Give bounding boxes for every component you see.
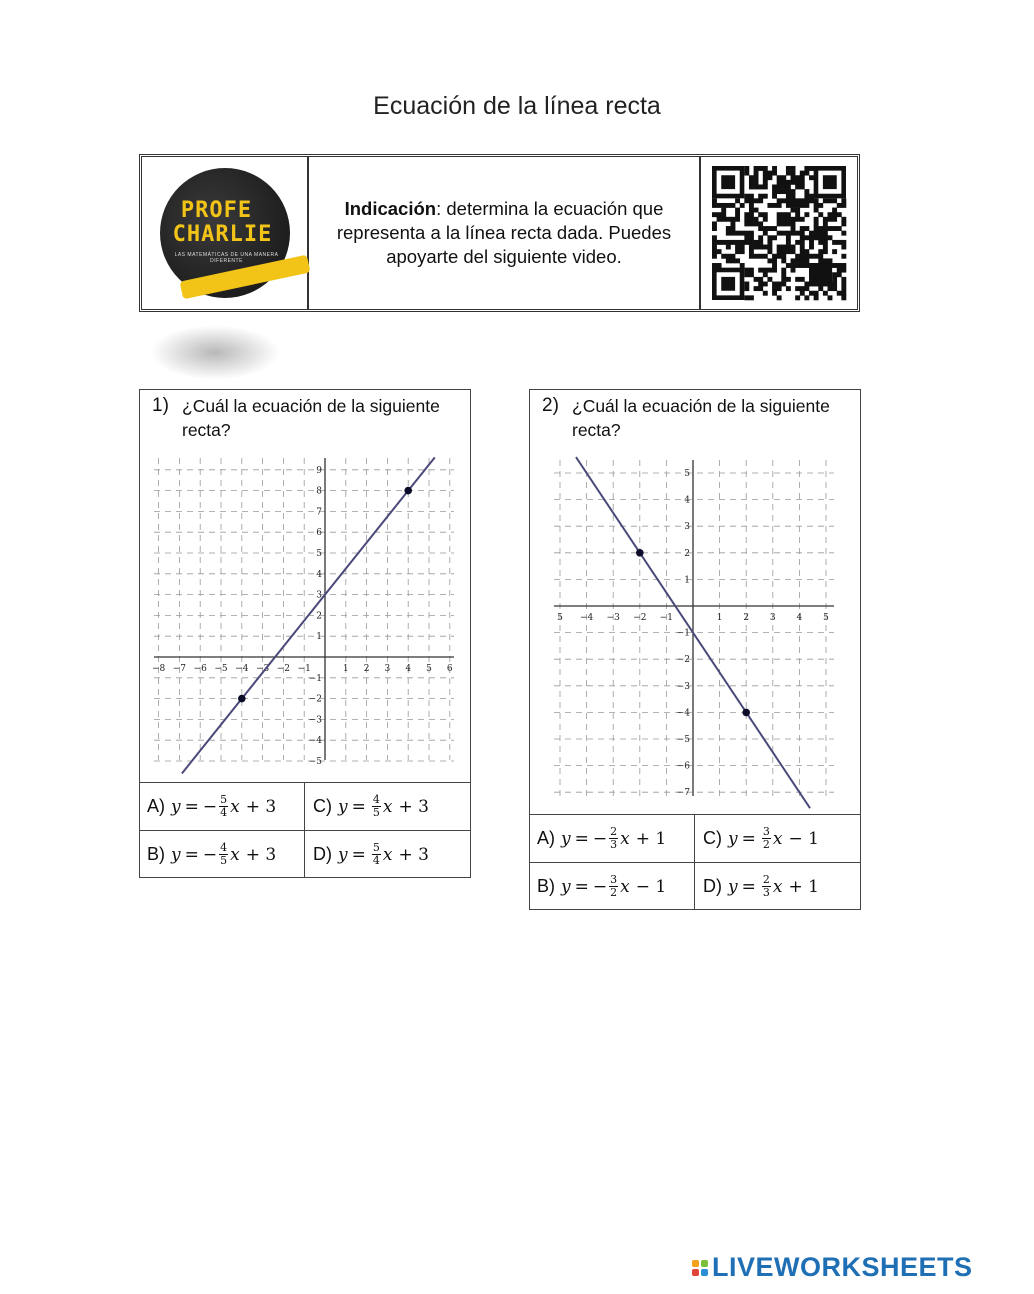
option-equation: y = $\frac{2}{3}$ x + 1 xyxy=(728,873,819,899)
y-tick-label: −1 xyxy=(676,628,690,639)
y-tick-label: 8 xyxy=(316,486,322,497)
x-tick-label: 2 xyxy=(743,613,750,623)
x-tick-label: 5 xyxy=(557,613,563,623)
liveworksheets-brand[interactable] xyxy=(692,1252,973,1283)
x-tick-label: 1 xyxy=(342,664,349,674)
option-equation: y = $\frac{4}{5}$ x + 3 xyxy=(338,793,429,819)
decorative-shadow xyxy=(150,325,280,380)
y-tick-label: 1 xyxy=(316,632,322,643)
logo-tagline: LAS MATEMÁTICAS DE UNA MANERA DIFERENTE xyxy=(174,252,279,264)
x-tick-label: 2 xyxy=(363,664,370,674)
y-tick-label: 4 xyxy=(316,569,322,580)
x-tick-label: 5 xyxy=(823,613,829,623)
option-equation: y = $\frac{3}{2}$ x − 1 xyxy=(728,825,819,851)
x-tick-label: 6 xyxy=(446,664,453,674)
y-tick-label: −4 xyxy=(676,708,690,719)
y-tick-label: −2 xyxy=(676,655,690,666)
options-row xyxy=(139,783,471,831)
profe-charlie-logo xyxy=(160,168,290,298)
fraction: $\frac{5}{4}$ xyxy=(372,841,380,867)
y-tick-label: 4 xyxy=(684,495,690,506)
y-tick-label: 5 xyxy=(684,469,690,479)
y-tick-label: 3 xyxy=(684,522,690,533)
data-point xyxy=(636,549,644,557)
fraction: $\frac{2}{3}$ xyxy=(610,825,618,851)
x-tick-label: −4 xyxy=(579,613,594,623)
x-tick-label: −2 xyxy=(276,664,291,674)
x-tick-label: 3 xyxy=(769,613,776,623)
x-tick-label: −1 xyxy=(297,664,311,674)
y-tick-label: −6 xyxy=(676,761,690,772)
logo-square xyxy=(701,1269,708,1276)
y-tick-label: 6 xyxy=(316,528,322,539)
option-d[interactable] xyxy=(695,863,861,910)
graph-2 xyxy=(554,460,834,799)
y-tick-label: −1 xyxy=(308,673,322,684)
option-a[interactable] xyxy=(529,815,695,862)
logo-line1: PROFE xyxy=(180,198,253,223)
fraction: $\frac{3}{2}$ xyxy=(610,873,618,899)
options-row xyxy=(139,831,471,878)
x-tick-label: −8 xyxy=(151,664,166,674)
y-tick-label: −5 xyxy=(676,735,690,745)
x-tick-label: −7 xyxy=(172,664,187,674)
question-1-number: 1) xyxy=(152,395,169,416)
graph-1 xyxy=(151,458,454,767)
header-table xyxy=(139,154,860,312)
option-equation: y = − $\frac{5}{4}$ x + 3 xyxy=(171,793,277,819)
options-row xyxy=(529,815,861,863)
option-label: D) xyxy=(313,844,332,864)
question-2-options xyxy=(529,814,861,910)
option-label: C) xyxy=(313,796,332,816)
x-tick-label: −1 xyxy=(659,613,674,623)
x-tick-label: −3 xyxy=(255,664,270,674)
x-tick-label: −3 xyxy=(606,613,620,623)
option-c[interactable] xyxy=(305,783,471,830)
logo-square xyxy=(701,1260,708,1267)
option-label: D) xyxy=(703,876,722,896)
x-tick-label: −6 xyxy=(193,664,207,674)
question-2-text: ¿Cuál la ecuación de la siguiente recta? xyxy=(572,396,830,440)
data-point xyxy=(404,487,412,495)
instruction-body: : determina la ecuación que representa a la línea recta dada. Puedes apoyarte del siguiente video. xyxy=(336,198,672,267)
fraction: $\frac{5}{4}$ xyxy=(220,793,228,819)
x-tick-label: −5 xyxy=(214,664,228,674)
option-equation: y = − $\frac{4}{5}$ x + 3 xyxy=(171,841,277,867)
logo-line2: CHARLIE xyxy=(172,222,273,247)
option-equation: y = $\frac{5}{4}$ x + 3 xyxy=(338,841,429,867)
option-label: B) xyxy=(537,876,555,896)
option-label: A) xyxy=(147,796,165,816)
qr-cell[interactable] xyxy=(700,157,857,309)
x-tick-label: −4 xyxy=(235,664,249,674)
instruction-text xyxy=(323,197,685,269)
option-c[interactable] xyxy=(695,815,861,862)
y-tick-label: −3 xyxy=(308,715,322,726)
question-2-number: 2) xyxy=(542,395,559,416)
x-tick-label: 1 xyxy=(716,613,723,623)
fraction: $\frac{2}{3}$ xyxy=(762,873,770,899)
option-label: C) xyxy=(703,828,722,848)
question-1-options xyxy=(139,782,471,878)
option-a[interactable] xyxy=(139,783,305,830)
option-b[interactable] xyxy=(529,863,695,910)
x-tick-label: −2 xyxy=(633,613,647,623)
y-tick-label: 3 xyxy=(316,590,322,601)
data-point xyxy=(238,695,246,703)
y-tick-label: 7 xyxy=(316,507,322,518)
y-tick-label: 2 xyxy=(316,611,322,622)
fraction: $\frac{4}{5}$ xyxy=(372,793,380,819)
question-1-text: ¿Cuál la ecuación de la siguiente recta? xyxy=(182,396,440,440)
instruction-cell xyxy=(308,157,700,309)
y-tick-label: 2 xyxy=(684,548,690,559)
fraction: $\frac{4}{5}$ xyxy=(220,841,228,867)
x-tick-label: 4 xyxy=(796,613,803,623)
x-tick-label: 5 xyxy=(426,664,432,674)
x-tick-label: 4 xyxy=(405,664,412,674)
data-point xyxy=(742,709,750,717)
qr-code-icon[interactable] xyxy=(712,166,846,300)
logo-cell xyxy=(142,157,308,309)
y-tick-label: −7 xyxy=(676,788,690,799)
option-equation: y = − $\frac{2}{3}$ x + 1 xyxy=(561,825,667,851)
instruction-bold: Indicación xyxy=(344,198,437,219)
question-2-box xyxy=(529,389,861,910)
option-d[interactable] xyxy=(305,831,471,878)
options-row xyxy=(529,863,861,910)
option-b[interactable] xyxy=(139,831,305,878)
y-tick-label: −5 xyxy=(308,757,322,767)
option-label: B) xyxy=(147,844,165,864)
x-tick-label: 3 xyxy=(384,664,391,674)
y-tick-label: −2 xyxy=(308,694,322,705)
page-title: Ecuación de la línea recta xyxy=(373,92,661,120)
option-label: A) xyxy=(537,828,555,848)
y-tick-label: −3 xyxy=(676,681,690,692)
logo-square xyxy=(692,1260,699,1267)
option-equation: y = − $\frac{3}{2}$ x − 1 xyxy=(561,873,667,899)
y-tick-label: 5 xyxy=(316,549,322,559)
fraction: $\frac{3}{2}$ xyxy=(762,825,770,851)
logo-square xyxy=(692,1269,699,1276)
y-tick-label: 9 xyxy=(316,465,322,476)
y-tick-label: 1 xyxy=(684,575,690,586)
question-1-box xyxy=(139,389,471,878)
y-tick-label: −4 xyxy=(308,736,322,747)
liveworksheets-logo-icon xyxy=(692,1260,708,1276)
liveworksheets-wordmark: LIVEWORKSHEETS xyxy=(712,1252,973,1282)
